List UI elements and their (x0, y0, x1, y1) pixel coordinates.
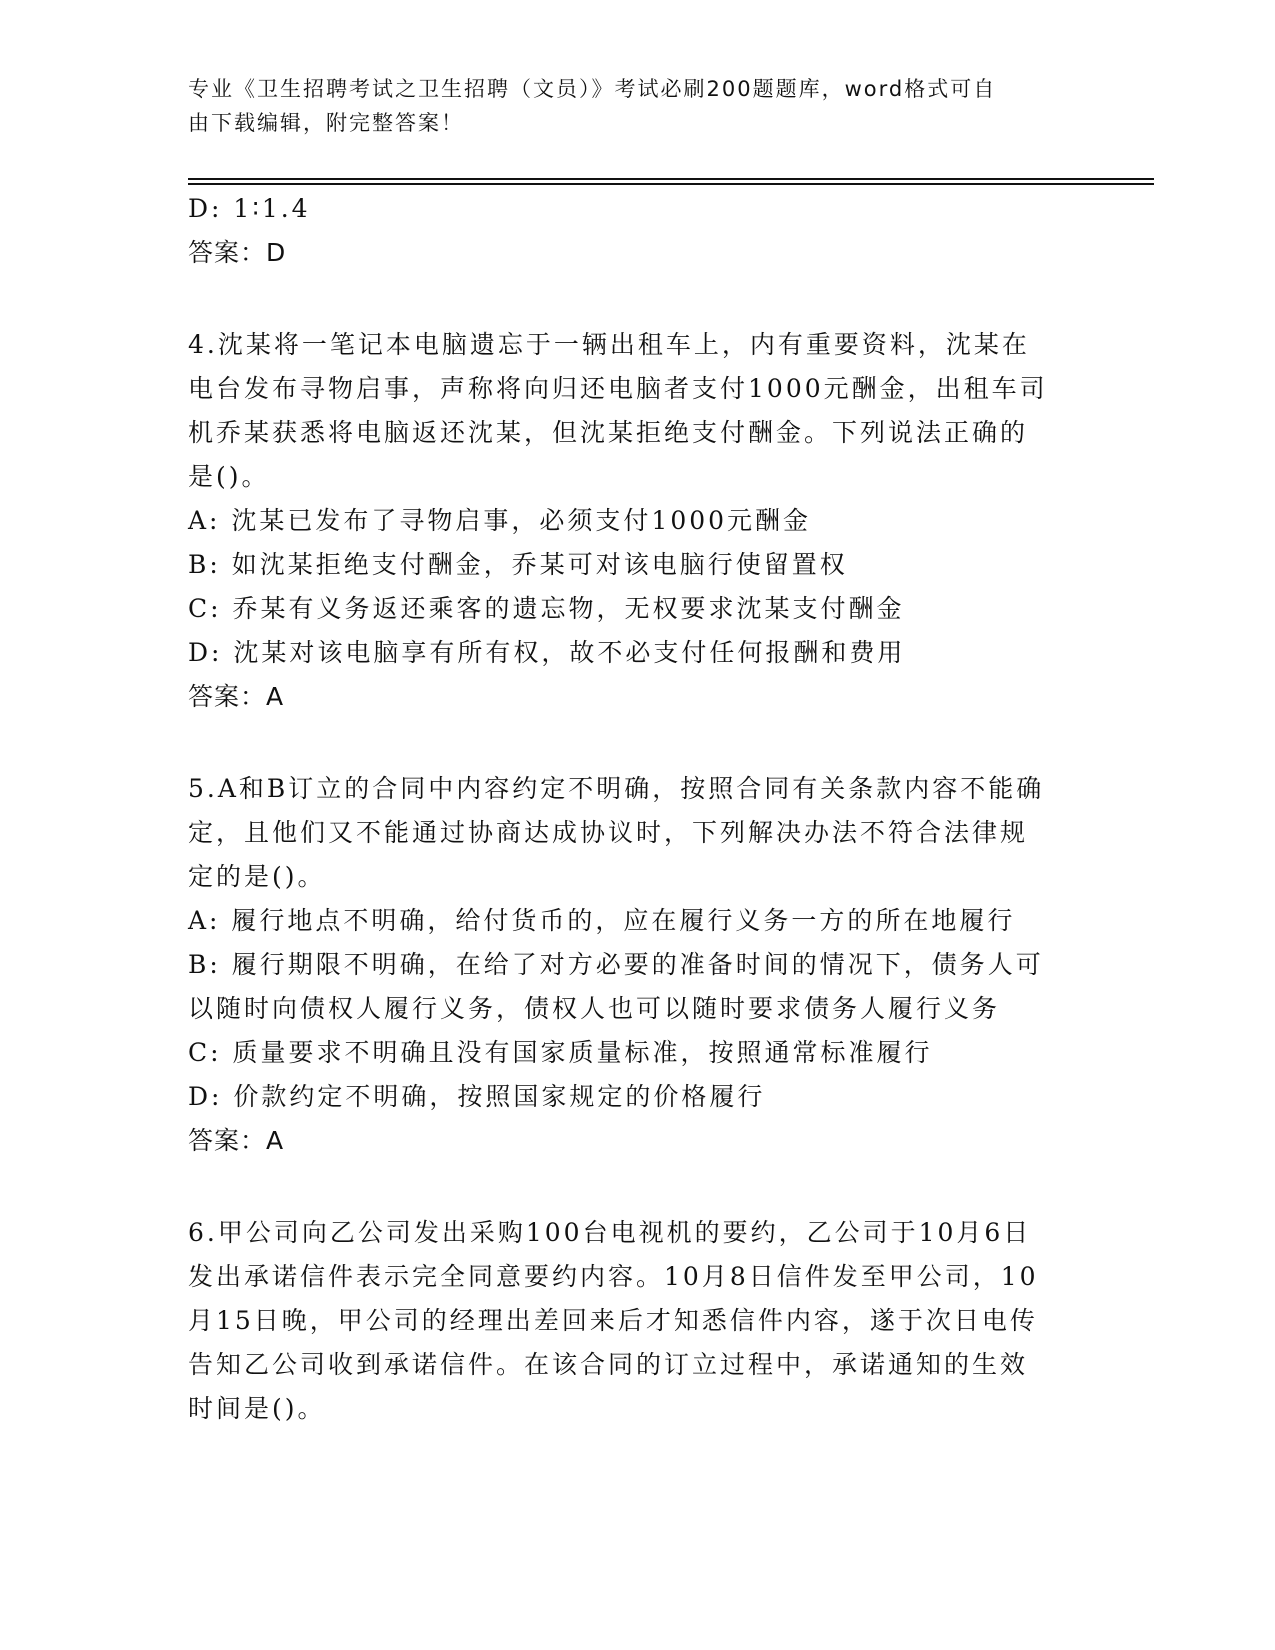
header-divider-bottom (188, 183, 1154, 185)
q4-stem-line-1: 4.沈某将一笔记本电脑遗忘于一辆出租车上，内有重要资料，沈某在 (188, 330, 1030, 359)
document-header-note (188, 72, 1088, 140)
q5-answer: 答案：A (188, 1126, 285, 1155)
q6-stem-line-3: 月15日晚，甲公司的经理出差回来后才知悉信件内容，遂于次日电传 (188, 1306, 1038, 1335)
q4-stem-line-3: 机乔某获悉将电脑返还沈某，但沈某拒绝支付酬金。下列说法正确的 (188, 418, 1029, 447)
q4-option-d: D: 沈某对该电脑享有所有权，故不必支付任何报酬和费用 (188, 638, 906, 667)
q4-stem-line-2: 电台发布寻物启事，声称将向归还电脑者支付1000元酬金，出租车司 (188, 374, 1048, 403)
q5-option-b-line-1: B: 履行期限不明确，在给了对方必要的准备时间的情况下，债务人可 (188, 950, 1044, 979)
q4-answer: 答案：A (188, 682, 285, 711)
q4-option-b: B: 如沈某拒绝支付酬金，乔某可对该电脑行使留置权 (188, 550, 848, 579)
q3-answer: 答案：D (188, 238, 287, 267)
q4-option-a: A: 沈某已发布了寻物启事，必须支付1000元酬金 (188, 506, 812, 535)
q5-option-c: C: 质量要求不明确且没有国家质量标准，按照通常标准履行 (188, 1038, 933, 1067)
header-divider-top (188, 178, 1154, 180)
q5-option-a: A: 履行地点不明确，给付货币的，应在履行义务一方的所在地履行 (188, 906, 1016, 935)
q5-option-d: D: 价款约定不明确，按照国家规定的价格履行 (188, 1082, 766, 1111)
q5-stem-line-3: 定的是()。 (188, 862, 326, 891)
q5-stem-line-2: 定，且他们又不能通过协商达成协议时，下列解决办法不符合法律规 (188, 818, 1029, 847)
q6-stem-line-1: 6.甲公司向乙公司发出采购100台电视机的要约，乙公司于10月6日 (188, 1218, 1032, 1247)
q4-option-c: C: 乔某有义务返还乘客的遗忘物，无权要求沈某支付酬金 (188, 594, 905, 623)
header-line-1: 专业《卫生招聘考试之卫生招聘（文员）》考试必刷200题题库，word格式可自 (188, 77, 997, 101)
header-line-2: 由下载编辑，附完整答案！ (188, 111, 464, 135)
q5-option-b-line-2: 以随时向债权人履行义务，债权人也可以随时要求债务人履行义务 (188, 994, 1001, 1023)
q3-option-d: D: 1∶1.4 (188, 194, 311, 223)
q4-stem-line-4: 是()。 (188, 462, 270, 491)
q6-stem-line-2: 发出承诺信件表示完全同意要约内容。10月8日信件发至甲公司，10 (188, 1262, 1039, 1291)
q5-stem-line-1: 5.A和B订立的合同中内容约定不明确，按照合同有关条款内容不能确 (188, 774, 1045, 803)
q6-stem-line-4: 告知乙公司收到承诺信件。在该合同的订立过程中，承诺通知的生效 (188, 1350, 1029, 1379)
q6-stem-line-5: 时间是()。 (188, 1394, 326, 1423)
